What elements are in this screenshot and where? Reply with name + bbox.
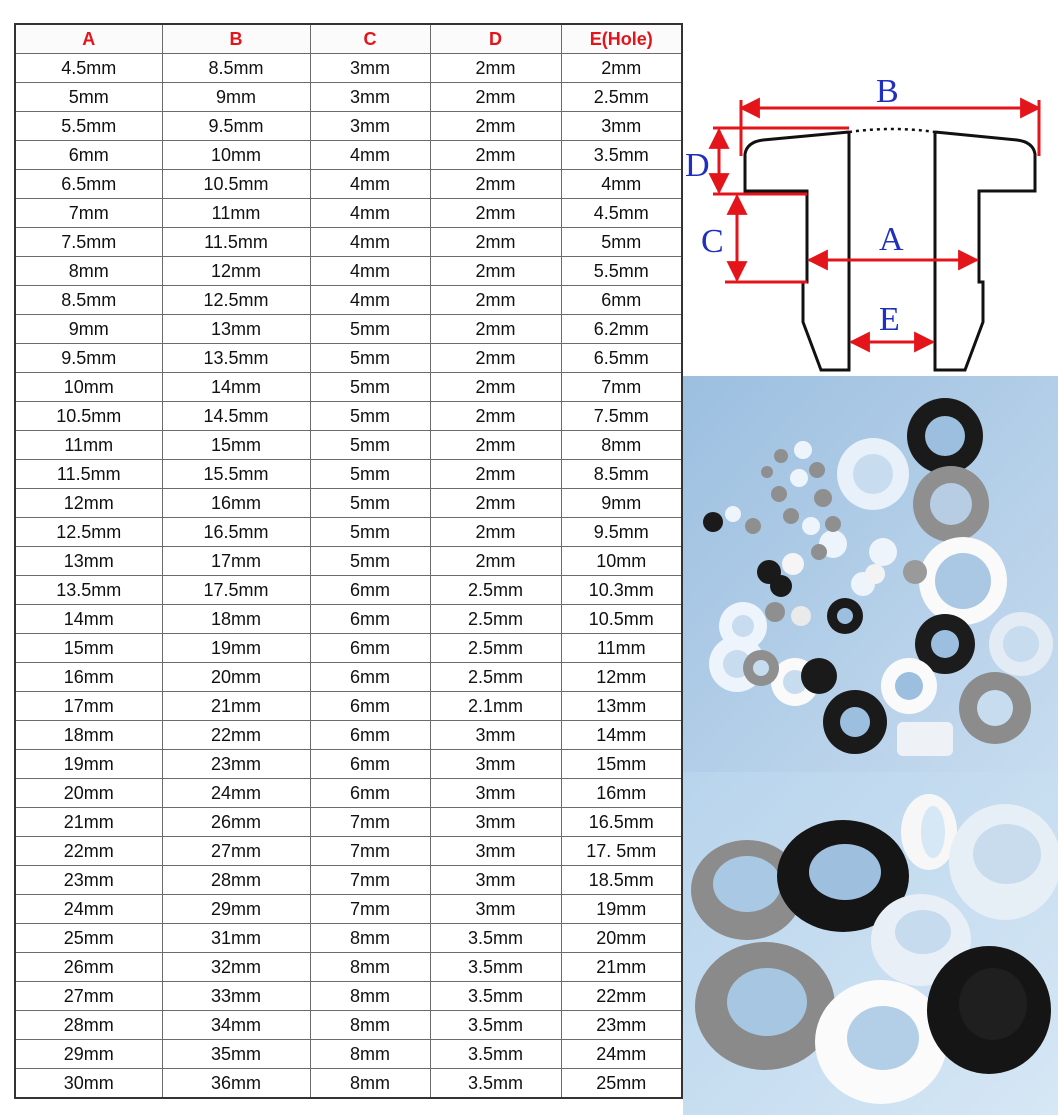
- cell-c: 5mm: [310, 402, 430, 431]
- cell-b: 27mm: [162, 837, 310, 866]
- cell-a: 6.5mm: [15, 170, 162, 199]
- cell-c: 6mm: [310, 663, 430, 692]
- cell-a: 14mm: [15, 605, 162, 634]
- table-row: [15, 286, 682, 315]
- cell-d: 3mm: [430, 866, 561, 895]
- cell-d: 2mm: [430, 54, 561, 83]
- cell-d: 2mm: [430, 518, 561, 547]
- cell-e-hole: 16.5mm: [561, 808, 682, 837]
- cell-d: 2mm: [430, 431, 561, 460]
- table-row: [15, 83, 682, 112]
- table-row: [15, 54, 682, 83]
- cell-e-hole: 7.5mm: [561, 402, 682, 431]
- cell-e-hole: 8mm: [561, 431, 682, 460]
- cell-e-hole: 18.5mm: [561, 866, 682, 895]
- cell-b: 11.5mm: [162, 228, 310, 257]
- cell-b: 19mm: [162, 634, 310, 663]
- cell-b: 31mm: [162, 924, 310, 953]
- cell-d: 2mm: [430, 141, 561, 170]
- cell-a: 17mm: [15, 692, 162, 721]
- cell-a: 20mm: [15, 779, 162, 808]
- header-d: D: [430, 24, 561, 54]
- cell-e-hole: 19mm: [561, 895, 682, 924]
- cell-a: 27mm: [15, 982, 162, 1011]
- cell-b: 8.5mm: [162, 54, 310, 83]
- label-e: E: [879, 301, 900, 338]
- cell-d: 3.5mm: [430, 1011, 561, 1040]
- table-row: [15, 779, 682, 808]
- cell-d: 2mm: [430, 489, 561, 518]
- cell-d: 2mm: [430, 257, 561, 286]
- cell-d: 2mm: [430, 460, 561, 489]
- cell-c: 8mm: [310, 1069, 430, 1099]
- cell-e-hole: 8.5mm: [561, 460, 682, 489]
- cell-e-hole: 3mm: [561, 112, 682, 141]
- table-row: [15, 1069, 682, 1099]
- cell-d: 3.5mm: [430, 924, 561, 953]
- cell-c: 3mm: [310, 83, 430, 112]
- cell-c: 3mm: [310, 54, 430, 83]
- cell-d: 2mm: [430, 112, 561, 141]
- cell-c: 3mm: [310, 112, 430, 141]
- cell-a: 12.5mm: [15, 518, 162, 547]
- table-row: [15, 489, 682, 518]
- cell-c: 6mm: [310, 779, 430, 808]
- cell-d: 2mm: [430, 344, 561, 373]
- label-c: C: [701, 223, 724, 260]
- cell-c: 5mm: [310, 373, 430, 402]
- cell-e-hole: 6mm: [561, 286, 682, 315]
- cell-b: 15.5mm: [162, 460, 310, 489]
- cell-e-hole: 17. 5mm: [561, 837, 682, 866]
- cell-e-hole: 6.5mm: [561, 344, 682, 373]
- cell-b: 26mm: [162, 808, 310, 837]
- cell-c: 6mm: [310, 692, 430, 721]
- cell-c: 8mm: [310, 1040, 430, 1069]
- cell-e-hole: 9mm: [561, 489, 682, 518]
- cell-b: 23mm: [162, 750, 310, 779]
- grommet-dimension-diagram: [683, 60, 1058, 376]
- cell-e-hole: 3.5mm: [561, 141, 682, 170]
- cell-a: 28mm: [15, 1011, 162, 1040]
- table-row: [15, 315, 682, 344]
- cell-a: 22mm: [15, 837, 162, 866]
- cell-b: 34mm: [162, 1011, 310, 1040]
- cell-c: 5mm: [310, 460, 430, 489]
- cell-a: 4.5mm: [15, 54, 162, 83]
- cell-a: 6mm: [15, 141, 162, 170]
- cell-b: 33mm: [162, 982, 310, 1011]
- cell-b: 16.5mm: [162, 518, 310, 547]
- cell-b: 14.5mm: [162, 402, 310, 431]
- closeup-grommets-photo: [683, 772, 1058, 1115]
- cell-b: 15mm: [162, 431, 310, 460]
- cell-c: 8mm: [310, 1011, 430, 1040]
- table-row: [15, 750, 682, 779]
- cell-c: 8mm: [310, 982, 430, 1011]
- cell-a: 23mm: [15, 866, 162, 895]
- cell-c: 5mm: [310, 547, 430, 576]
- label-b: B: [876, 73, 899, 110]
- cell-e-hole: 22mm: [561, 982, 682, 1011]
- cell-a: 18mm: [15, 721, 162, 750]
- cell-b: 22mm: [162, 721, 310, 750]
- cell-b: 13.5mm: [162, 344, 310, 373]
- cell-d: 2.5mm: [430, 663, 561, 692]
- cell-c: 4mm: [310, 141, 430, 170]
- assorted-grommets-photo: [683, 376, 1058, 772]
- cell-b: 29mm: [162, 895, 310, 924]
- cell-e-hole: 12mm: [561, 663, 682, 692]
- cell-c: 4mm: [310, 257, 430, 286]
- cell-b: 32mm: [162, 953, 310, 982]
- cell-a: 21mm: [15, 808, 162, 837]
- cell-e-hole: 15mm: [561, 750, 682, 779]
- table-row: [15, 141, 682, 170]
- cell-a: 15mm: [15, 634, 162, 663]
- cell-e-hole: 20mm: [561, 924, 682, 953]
- cell-b: 18mm: [162, 605, 310, 634]
- table-row: [15, 692, 682, 721]
- cell-a: 11mm: [15, 431, 162, 460]
- header-b: B: [162, 24, 310, 54]
- cell-a: 30mm: [15, 1069, 162, 1099]
- cell-a: 10mm: [15, 373, 162, 402]
- cell-b: 17mm: [162, 547, 310, 576]
- table-row: [15, 460, 682, 489]
- cell-a: 13mm: [15, 547, 162, 576]
- cell-c: 5mm: [310, 315, 430, 344]
- table-row: [15, 982, 682, 1011]
- cell-d: 3.5mm: [430, 953, 561, 982]
- cell-e-hole: 11mm: [561, 634, 682, 663]
- cell-d: 3mm: [430, 750, 561, 779]
- label-a: A: [879, 221, 904, 258]
- cell-a: 16mm: [15, 663, 162, 692]
- cell-c: 8mm: [310, 953, 430, 982]
- table-row: [15, 895, 682, 924]
- cell-e-hole: 24mm: [561, 1040, 682, 1069]
- table-row: [15, 228, 682, 257]
- cell-e-hole: 2.5mm: [561, 83, 682, 112]
- cell-d: 2mm: [430, 315, 561, 344]
- cell-e-hole: 4mm: [561, 170, 682, 199]
- table-row: [15, 953, 682, 982]
- top-dotted-line: [849, 129, 935, 132]
- cell-b: 12.5mm: [162, 286, 310, 315]
- cell-d: 2.5mm: [430, 634, 561, 663]
- cell-d: 2.5mm: [430, 605, 561, 634]
- cell-d: 2.1mm: [430, 692, 561, 721]
- cell-a: 11.5mm: [15, 460, 162, 489]
- cell-b: 21mm: [162, 692, 310, 721]
- cell-d: 3mm: [430, 895, 561, 924]
- cell-c: 8mm: [310, 924, 430, 953]
- cell-d: 3mm: [430, 721, 561, 750]
- cell-e-hole: 23mm: [561, 1011, 682, 1040]
- cell-c: 6mm: [310, 750, 430, 779]
- cell-a: 24mm: [15, 895, 162, 924]
- cell-d: 2mm: [430, 547, 561, 576]
- cell-a: 5mm: [15, 83, 162, 112]
- cell-c: 7mm: [310, 866, 430, 895]
- cell-a: 7mm: [15, 199, 162, 228]
- table-row: [15, 1011, 682, 1040]
- cell-b: 36mm: [162, 1069, 310, 1099]
- cell-e-hole: 10.3mm: [561, 576, 682, 605]
- table-row: [15, 199, 682, 228]
- label-d: D: [685, 147, 710, 184]
- cell-d: 2mm: [430, 83, 561, 112]
- cell-e-hole: 10mm: [561, 547, 682, 576]
- cell-e-hole: 7mm: [561, 373, 682, 402]
- table-row: [15, 170, 682, 199]
- cell-b: 35mm: [162, 1040, 310, 1069]
- cell-a: 19mm: [15, 750, 162, 779]
- table-row: [15, 1040, 682, 1069]
- cell-b: 14mm: [162, 373, 310, 402]
- cell-e-hole: 9.5mm: [561, 518, 682, 547]
- table-row: [15, 112, 682, 141]
- cell-c: 6mm: [310, 721, 430, 750]
- cell-c: 4mm: [310, 286, 430, 315]
- cell-a: 8mm: [15, 257, 162, 286]
- cell-d: 3mm: [430, 837, 561, 866]
- cell-d: 3mm: [430, 808, 561, 837]
- cell-d: 2mm: [430, 199, 561, 228]
- table-row: [15, 344, 682, 373]
- cell-e-hole: 10.5mm: [561, 605, 682, 634]
- cell-e-hole: 16mm: [561, 779, 682, 808]
- cell-e-hole: 13mm: [561, 692, 682, 721]
- table-row: [15, 547, 682, 576]
- table-row: [15, 518, 682, 547]
- cell-c: 4mm: [310, 199, 430, 228]
- cell-d: 3.5mm: [430, 1040, 561, 1069]
- table-row: [15, 837, 682, 866]
- cell-b: 16mm: [162, 489, 310, 518]
- cell-c: 6mm: [310, 634, 430, 663]
- cell-b: 11mm: [162, 199, 310, 228]
- cell-b: 28mm: [162, 866, 310, 895]
- header-e-hole: E(Hole): [561, 24, 682, 54]
- cell-d: 3.5mm: [430, 1069, 561, 1099]
- cell-e-hole: 25mm: [561, 1069, 682, 1099]
- cell-b: 10mm: [162, 141, 310, 170]
- header-a: A: [15, 24, 162, 54]
- cell-a: 10.5mm: [15, 402, 162, 431]
- cell-c: 7mm: [310, 808, 430, 837]
- cell-d: 2mm: [430, 170, 561, 199]
- cell-e-hole: 4.5mm: [561, 199, 682, 228]
- cell-b: 24mm: [162, 779, 310, 808]
- cell-b: 12mm: [162, 257, 310, 286]
- table-row: [15, 663, 682, 692]
- cell-d: 2.5mm: [430, 576, 561, 605]
- cell-d: 2mm: [430, 373, 561, 402]
- table-row: [15, 634, 682, 663]
- cell-e-hole: 21mm: [561, 953, 682, 982]
- cell-c: 4mm: [310, 228, 430, 257]
- cell-c: 5mm: [310, 431, 430, 460]
- cell-b: 9mm: [162, 83, 310, 112]
- table-row: [15, 721, 682, 750]
- cell-a: 25mm: [15, 924, 162, 953]
- size-spec-table: [14, 23, 683, 1099]
- cell-a: 8.5mm: [15, 286, 162, 315]
- cell-c: 7mm: [310, 895, 430, 924]
- cell-e-hole: 5.5mm: [561, 257, 682, 286]
- cell-e-hole: 14mm: [561, 721, 682, 750]
- table-row: [15, 605, 682, 634]
- cell-b: 9.5mm: [162, 112, 310, 141]
- cell-b: 10.5mm: [162, 170, 310, 199]
- cell-e-hole: 6.2mm: [561, 315, 682, 344]
- cell-a: 7.5mm: [15, 228, 162, 257]
- table-row: [15, 257, 682, 286]
- table-row: [15, 924, 682, 953]
- cell-c: 6mm: [310, 605, 430, 634]
- cell-a: 12mm: [15, 489, 162, 518]
- cell-a: 9mm: [15, 315, 162, 344]
- cell-a: 5.5mm: [15, 112, 162, 141]
- cell-a: 29mm: [15, 1040, 162, 1069]
- table-row: [15, 866, 682, 895]
- cell-a: 13.5mm: [15, 576, 162, 605]
- table-row: [15, 431, 682, 460]
- cell-b: 20mm: [162, 663, 310, 692]
- cell-e-hole: 2mm: [561, 54, 682, 83]
- cell-c: 5mm: [310, 518, 430, 547]
- cell-d: 3mm: [430, 779, 561, 808]
- cell-e-hole: 5mm: [561, 228, 682, 257]
- cell-a: 9.5mm: [15, 344, 162, 373]
- table-row: [15, 373, 682, 402]
- cell-c: 5mm: [310, 344, 430, 373]
- grommet-closeup-cluster: [691, 794, 1058, 1104]
- cell-c: 4mm: [310, 170, 430, 199]
- table-row: [15, 576, 682, 605]
- header-c: C: [310, 24, 430, 54]
- table-header-row: [15, 24, 682, 54]
- cell-b: 17.5mm: [162, 576, 310, 605]
- cell-b: 13mm: [162, 315, 310, 344]
- cell-c: 6mm: [310, 576, 430, 605]
- cell-d: 2mm: [430, 286, 561, 315]
- cell-a: 26mm: [15, 953, 162, 982]
- cell-d: 3.5mm: [430, 982, 561, 1011]
- table-row: [15, 808, 682, 837]
- cell-c: 7mm: [310, 837, 430, 866]
- cell-c: 5mm: [310, 489, 430, 518]
- cell-d: 2mm: [430, 228, 561, 257]
- cell-d: 2mm: [430, 402, 561, 431]
- table-row: [15, 402, 682, 431]
